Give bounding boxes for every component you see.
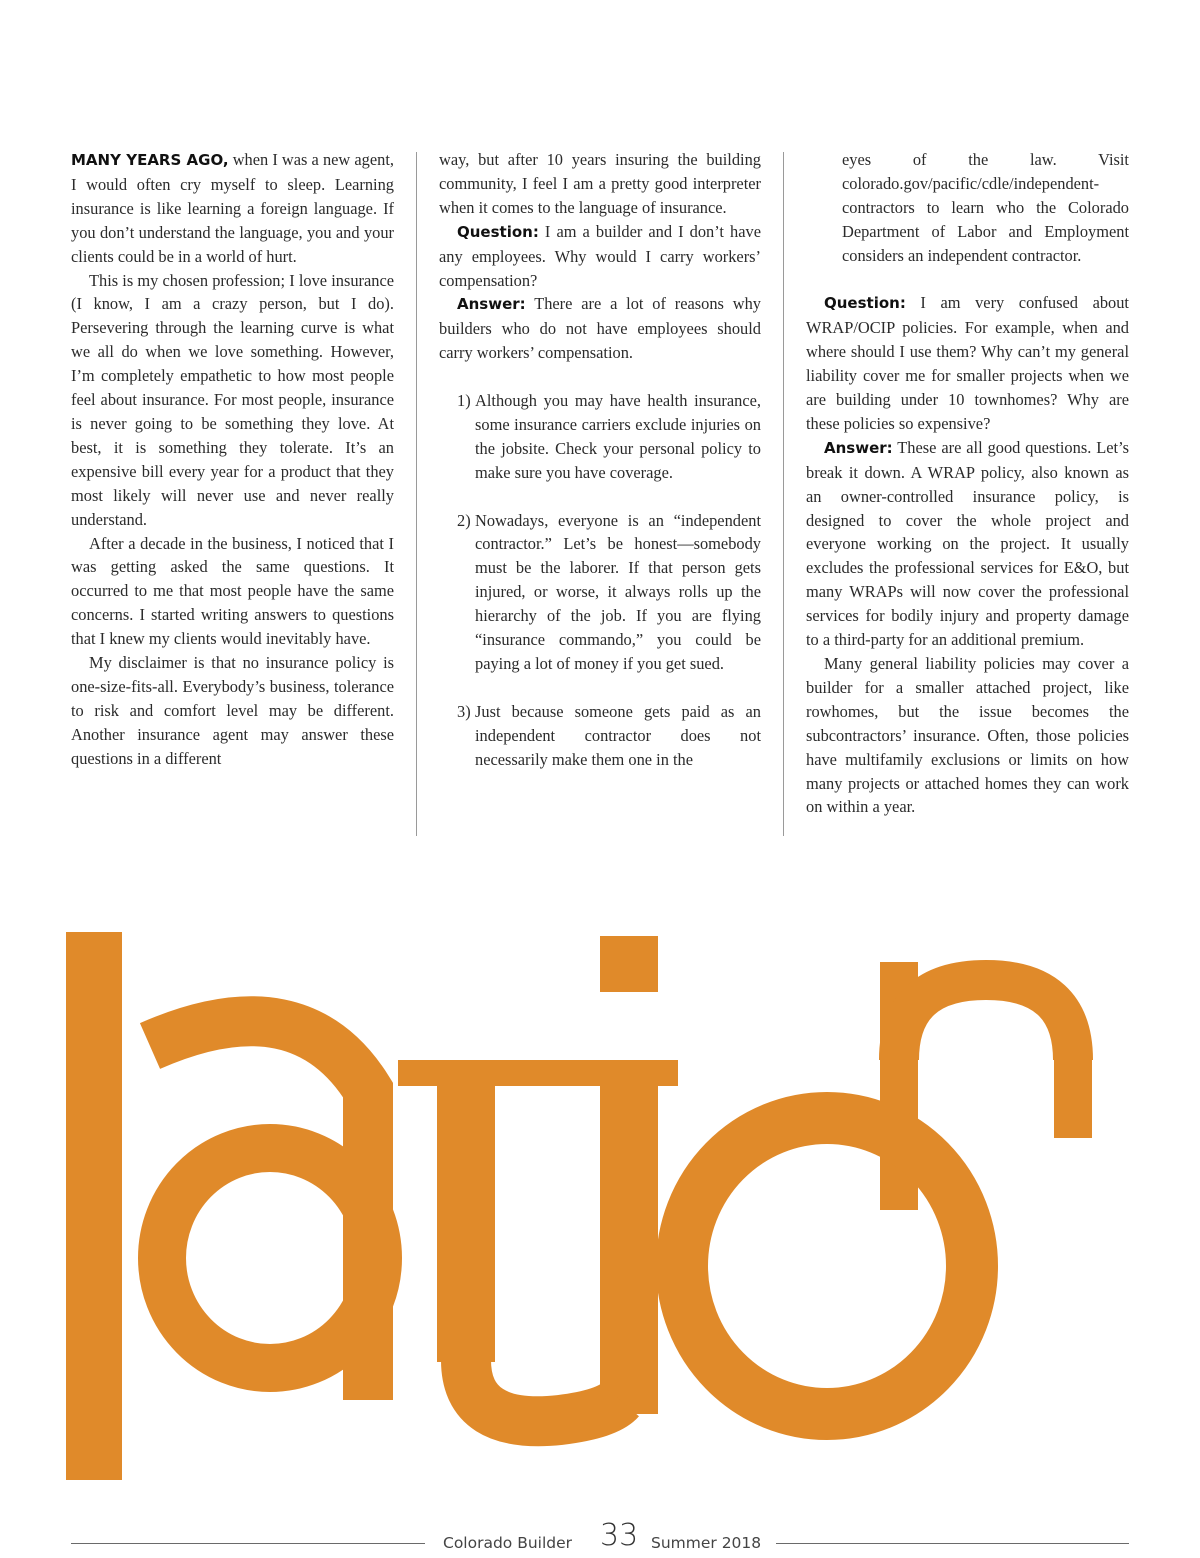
question-label: Question: [457,222,539,241]
paragraph: My disclaimer is that no insurance policy is one-size-fits-all. Everybody’s business, tolerance to risk and comfort level may be different. Another insurance agent may answer these questions in a different [71,653,394,768]
page-number: 33 [600,1518,639,1553]
paragraph-continued: eyes of the law. Visit colorado.gov/pacific/cdle/independent-contractors to learn who the Colorado Department of Labor and Employment considers an independent contractor. [842,150,1129,265]
question-text: I am very confused about WRAP/OCIP policies. For example, when and where should I use them? Why can’t my general liability cover me for smaller projects when we are building under 10 townhomes? Why are these policies so expensive? [806,293,1129,433]
letter-t-bar [398,1060,678,1086]
lead-in: MANY YEARS AGO, [71,151,229,169]
list-text: Nowadays, everyone is an “independent contractor.” Let’s be honest—somebody must be the laborer. If that person gets injured, or worse, it always rolls up the hierarchy of the job. If you are flying “insurance commando,” you could be paying a lot of money if you get sued. [475,510,761,673]
letter-n-arch [899,980,1073,1060]
intro-text: when I was a new agent, I would often cry myself to sleep. Learning insurance is like learning a foreign language. If you don’t understand the language, you and your clients could be in a world of hurt. [71,150,394,266]
answer-text: There are a lot of reasons why builders who do not have employees should carry workers’ compensation. [439,294,761,363]
list-number: 2) [457,510,471,530]
letter-n-leg [1054,1050,1092,1138]
footer-publication: Colorado Builder [443,1534,573,1552]
letter-l [66,932,122,1480]
answer-text: These are all good questions. Let’s break it down. A WRAP policy, also known as an owner-controlled insurance policy, is designed to cover the whole project and everyone working on the project. It usually excludes the professional services for E&O, but many WRAPs will now cover the professional services for bodily injury and property damage to a third-party for an additional premium. [806,437,1129,650]
footer-rule-left [71,1543,425,1544]
letter-i-dot [600,936,658,992]
answer-label: Answer: [457,295,526,314]
list-text: Just because someone gets paid as an independent contractor does not necessarily make them one in the [475,701,761,769]
question-text: I am a builder and I don’t have any employees. Why would I carry workers’ compensation? [439,221,761,290]
letter-t-hook [466,1360,620,1421]
list-number: 3) [457,701,471,721]
letter-i-stem [600,1086,658,1414]
paragraph: This is my chosen profession; I love insurance (I know, I am a crazy person, but I do). Persevering through the learning curve is what we all do when we love something. However, I’m completely empathetic to how most people feel about insurance. For most people, insurance is never going to be something they love. At best, it is something they tolerate. It’s an expensive bill every year for a product that they most likely will never use and never really understand. [71,270,394,529]
paragraph: After a decade in the business, I noticed that I was getting asked the same questions. It occurred to me that most people have the same concerns. I started writing answers to questions that I knew my clients would inevitably have. [71,533,394,649]
letter-o [682,1118,972,1414]
list-number: 1) [457,391,471,411]
paragraph: way, but after 10 years insuring the building community, I feel I am a pretty good interpreter when it comes to the language of insurance. [439,150,761,217]
answer-label: Answer: [824,438,893,457]
paragraph: Many general liability policies may cover a builder for a smaller attached project, like rowhomes, but the issue becomes the subcontractors’ insurance. Often, those policies have multifamily exclusions or limits on how many projects or attached homes they can work on within a year. [806,654,1129,817]
question-label: Question: [824,294,906,313]
footer-rule-right [776,1543,1129,1544]
letter-t-stem [437,1082,495,1362]
list-text: Although you may have health insurance, some insurance carriers exclude injuries on the jobsite. Check your personal policy to make sure you have coverage. [475,391,761,482]
footer-issue: Summer 2018 [651,1534,762,1552]
